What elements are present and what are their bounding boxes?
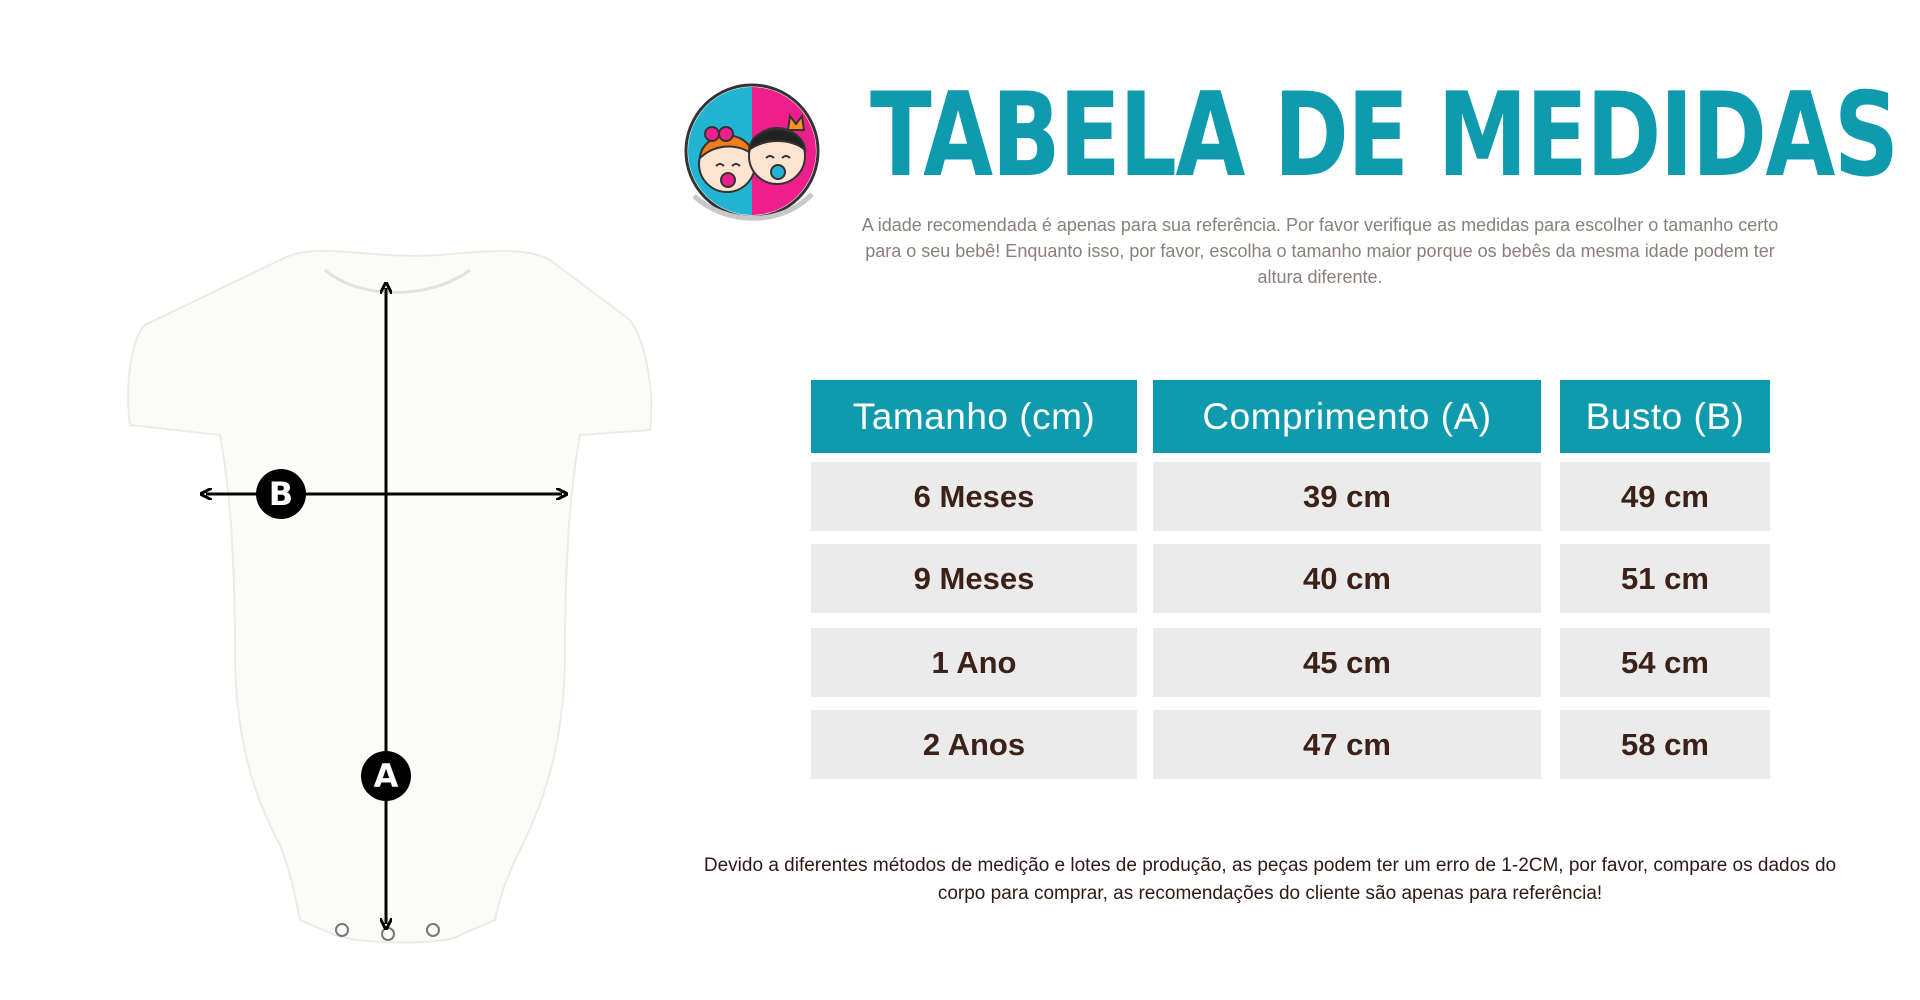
header-size: Tamanho (cm) xyxy=(811,380,1137,453)
row-1-size: 9 Meses xyxy=(811,544,1137,613)
page-title: TABELA DE MEDIDAS xyxy=(870,68,1898,203)
footnote-text: Devido a diferentes métodos de medição e lotes de produção, as peças podem ter um erro de 1-2CM, por favor, compare os dados do corpo para comprar, as recomendações do cliente são apenas para referência! xyxy=(703,855,1837,904)
row-0-length: 39 cm xyxy=(1153,462,1541,531)
baby-onesie-icon xyxy=(110,230,670,970)
onesie-illustration xyxy=(110,230,670,970)
row-1-length: 40 cm xyxy=(1153,544,1541,613)
row-2-length: 45 cm xyxy=(1153,628,1541,697)
row-2-size: 1 Ano xyxy=(811,628,1137,697)
baby-faces-logo-icon xyxy=(672,76,832,226)
row-3-chest: 58 cm xyxy=(1560,710,1770,779)
intro-text: A idade recomendada é apenas para sua referência. Por favor verifique as medidas para escolher o tamanho certo para o seu bebê! Enquanto isso, por favor, escolha o tamanho maior porque os bebês da mesma idade podem ter altura diferente. xyxy=(861,215,1779,287)
row-0-chest: 49 cm xyxy=(1560,462,1770,531)
header-length: Comprimento (A) xyxy=(1153,380,1541,453)
row-0-size: 6 Meses xyxy=(811,462,1137,531)
row-3-size: 2 Anos xyxy=(811,710,1137,779)
marker-a: A xyxy=(361,751,411,801)
row-3-length: 47 cm xyxy=(1153,710,1541,779)
row-2-chest: 54 cm xyxy=(1560,628,1770,697)
marker-b: B xyxy=(256,469,306,519)
row-1-chest: 51 cm xyxy=(1560,544,1770,613)
brand-logo xyxy=(672,76,832,226)
header-chest: Busto (B) xyxy=(1560,380,1770,453)
